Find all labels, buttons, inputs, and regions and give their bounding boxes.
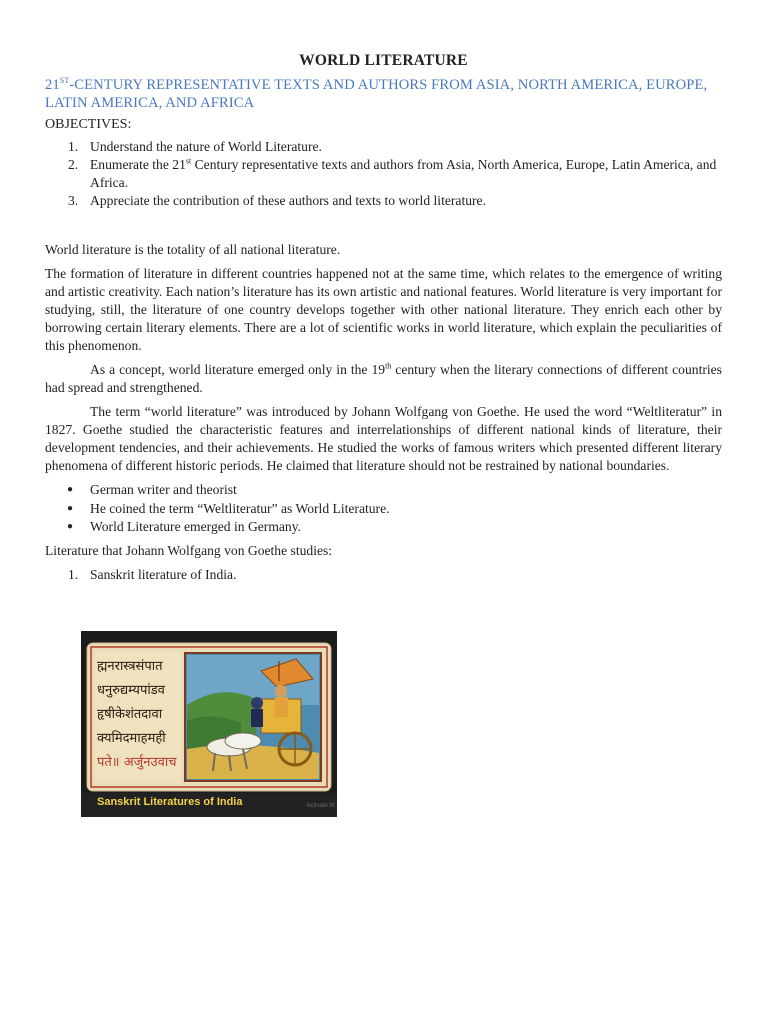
goethe-bullet-list: [45, 481, 722, 537]
list-number: 3.: [68, 193, 79, 208]
paragraph-concept-after: century when the literary connections of different countries had spread and strengthened.: [45, 362, 722, 395]
sanskrit-manuscript-image: [81, 631, 337, 817]
subtitle-prefix: 21: [45, 77, 60, 93]
manuscript-text: [97, 655, 183, 775]
list-item: [45, 518, 722, 537]
paragraph-definition: World literature is the totality of all national literature.: [45, 242, 341, 257]
list-item-text: German writer and theorist: [90, 482, 237, 497]
objectives-heading: OBJECTIVES:: [45, 117, 132, 132]
subtitle-text: -CENTURY REPRESENTATIVE TEXTS AND AUTHORS FROM ASIA, NORTH AMERICA, EUROPE, LATIN AMERICA, AND AFRICA: [45, 77, 708, 111]
list-item: [45, 566, 722, 584]
paragraph-formation: The formation of literature in different countries happened not at the same time, which relates to the emergence of writing and artistic creativity. Each nation’s literature has its own artistic and national features. World literature is very important for studying, still, the literature of one country develops together with other national literature. They enrich each other by borrowing certain literary elements. There are a lot of scientific works in world literature, which explain the peculiarities of this phenomenon.: [45, 266, 722, 353]
image-caption: Sanskrit Literatures of India: [97, 796, 243, 808]
manuscript-line: धनुरुद्यम्यपांडव: [97, 683, 165, 698]
paragraph-concept: [45, 361, 722, 397]
list-item-text: Appreciate the contribution of these authors and texts to world literature.: [90, 193, 486, 208]
list-item-text-after: Century representative texts and authors from Asia, North America, Europe, Latin America, and Africa.: [90, 157, 717, 190]
list-number: 2.: [68, 157, 79, 172]
bullet-icon: ●: [67, 484, 74, 495]
goethe-studies-intro: Literature that Johann Wolfgang von Goethe studies:: [45, 542, 333, 558]
list-item: [45, 192, 722, 210]
manuscript-line: हृषीकेशंतदावा: [97, 707, 163, 722]
list-number: 1.: [68, 566, 79, 582]
paragraph-concept-sup: th: [385, 361, 392, 371]
list-item-text: World Literature emerged in Germany.: [90, 519, 302, 534]
list-item-text: Understand the nature of World Literature.: [90, 139, 322, 154]
manuscript-line: क्यमिदमाहमही: [97, 731, 166, 746]
document-page: [45, 52, 722, 584]
list-item: [45, 500, 722, 519]
list-item: [45, 138, 722, 156]
paragraph-goethe: The term “world literature” was introduced by Johann Wolfgang von Goethe. He used the word “Weltliteratur” in 1827. Goethe studied the characteristic features and interrelationships of different national kinds of literature, their development tendencies, and their achievements. He studied the works of famous writers which presented different literary phenomena of different historic periods. He claimed that literature should not be restrained by national boundaries.: [45, 404, 722, 473]
manuscript-line: ह्मनरास्त्रसंपात: [97, 659, 163, 674]
studies-list: [45, 566, 722, 584]
list-item: [45, 156, 722, 192]
list-item-sup: st: [185, 156, 192, 166]
list-item-text: He coined the term “Weltliteratur” as World Literature.: [90, 500, 390, 516]
list-item: [45, 481, 722, 500]
page-title: WORLD LITERATURE: [299, 52, 468, 69]
activation-watermark: Activate W: [306, 803, 335, 809]
bullet-icon: ●: [67, 521, 74, 532]
list-number: 1.: [68, 139, 79, 154]
bullet-icon: ●: [67, 502, 74, 514]
list-item-text: Sanskrit literature of India.: [90, 566, 237, 582]
objectives-list: [45, 138, 722, 210]
manuscript-line: पते॥ अर्जुनउवाच: [97, 755, 177, 770]
section-subtitle: [45, 76, 722, 112]
list-item-text-before: Enumerate the 21: [90, 157, 186, 172]
subtitle-sup: ST: [59, 76, 70, 86]
paragraph-concept-before: As a concept, world literature emerged only in the 19: [90, 362, 386, 377]
